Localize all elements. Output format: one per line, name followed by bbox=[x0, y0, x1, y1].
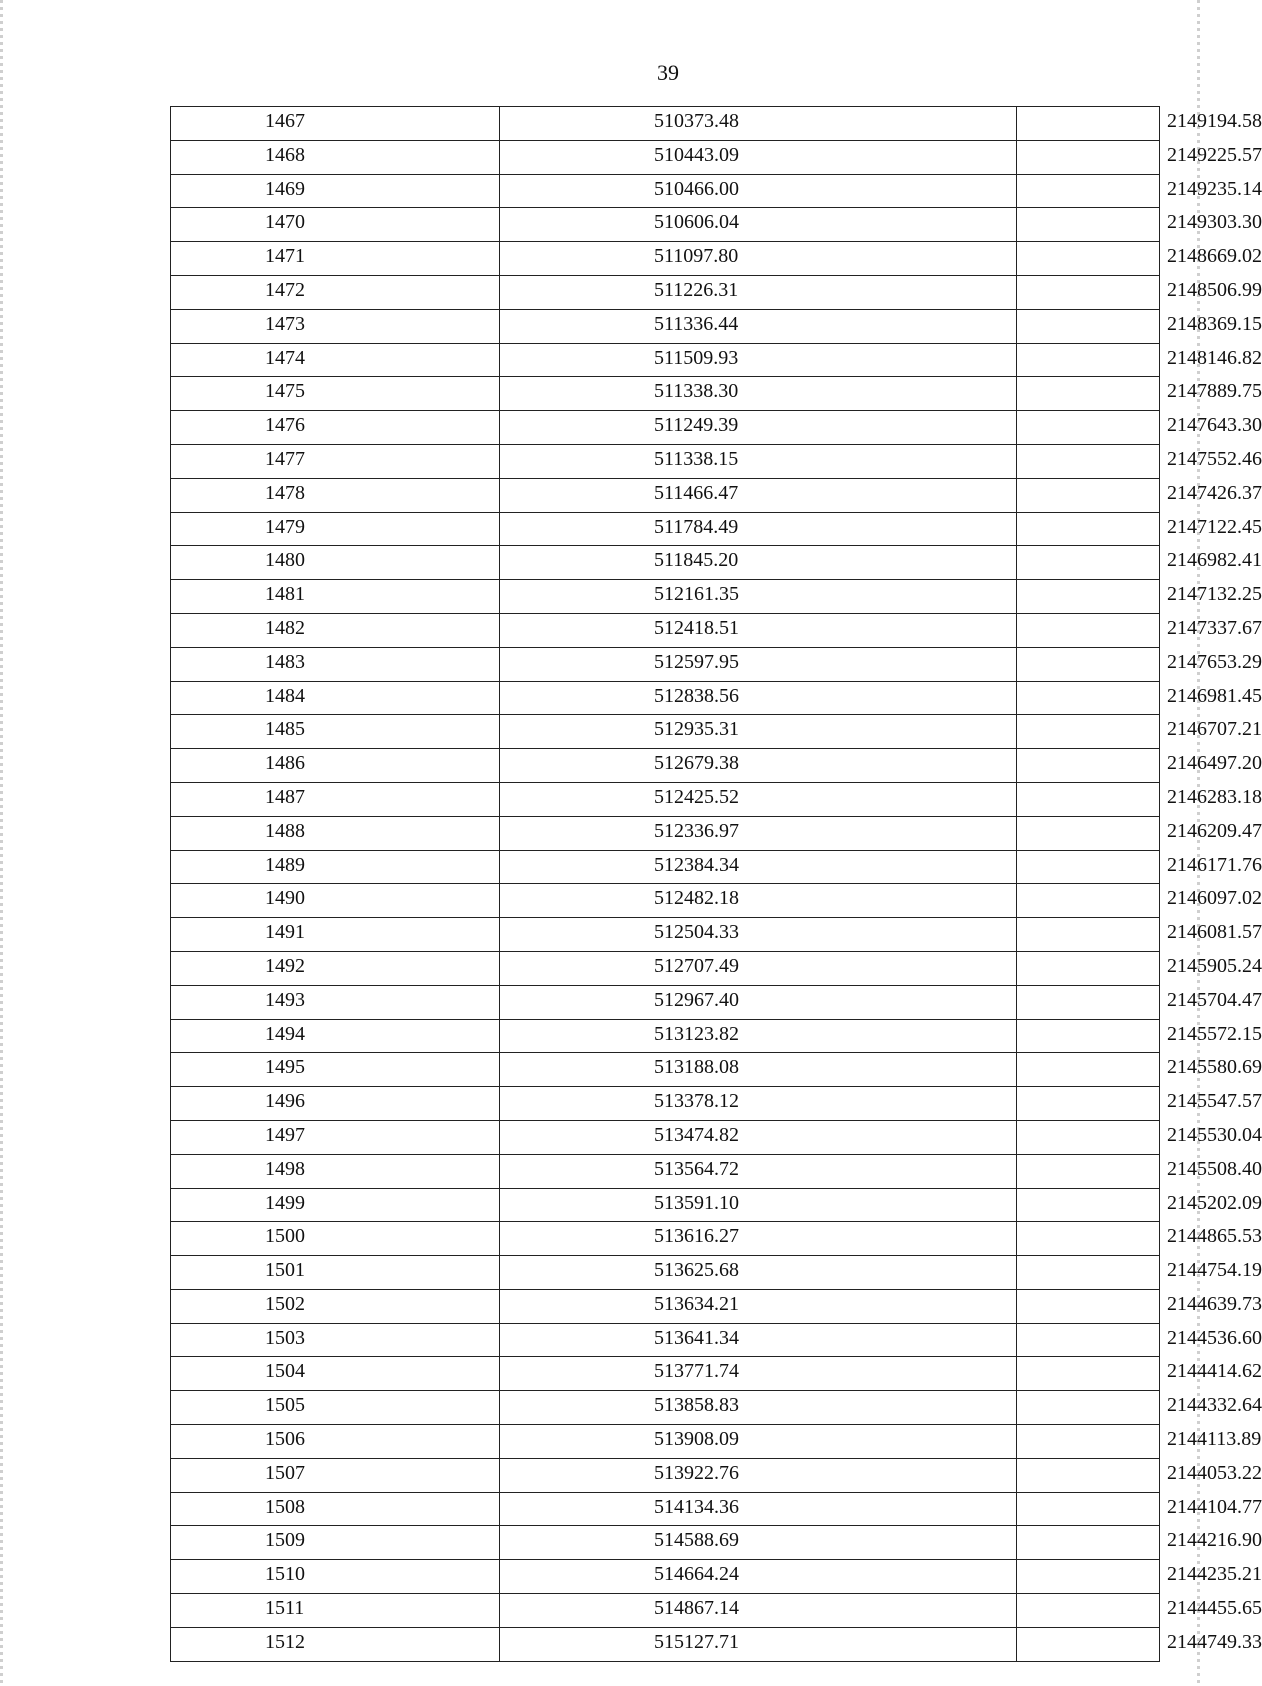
point-id-cell: 1479 bbox=[171, 512, 500, 546]
y-coordinate-cell: 2144639.73 bbox=[1017, 1289, 1160, 1323]
point-id-cell: 1485 bbox=[171, 715, 500, 749]
coordinate-table-container bbox=[170, 106, 1262, 1662]
table-row bbox=[171, 1087, 1160, 1121]
point-id-cell: 1493 bbox=[171, 985, 500, 1019]
y-coordinate-cell: 2149235.14 bbox=[1017, 174, 1160, 208]
point-id-cell: 1486 bbox=[171, 749, 500, 783]
x-coordinate-cell: 512679.38 bbox=[500, 749, 1017, 783]
y-coordinate-cell: 2148506.99 bbox=[1017, 275, 1160, 309]
x-coordinate-cell: 510443.09 bbox=[500, 140, 1017, 174]
table-row bbox=[171, 546, 1160, 580]
point-id-cell: 1502 bbox=[171, 1289, 500, 1323]
y-coordinate-cell: 2146982.41 bbox=[1017, 546, 1160, 580]
table-row bbox=[171, 749, 1160, 783]
table-row bbox=[171, 1391, 1160, 1425]
point-id-cell: 1487 bbox=[171, 782, 500, 816]
table-row bbox=[171, 782, 1160, 816]
table-row bbox=[171, 1019, 1160, 1053]
y-coordinate-cell: 2149194.58 bbox=[1017, 107, 1160, 141]
x-coordinate-cell: 513771.74 bbox=[500, 1357, 1017, 1391]
x-coordinate-cell: 513591.10 bbox=[500, 1188, 1017, 1222]
x-coordinate-cell: 512425.52 bbox=[500, 782, 1017, 816]
x-coordinate-cell: 511226.31 bbox=[500, 275, 1017, 309]
table-row bbox=[171, 208, 1160, 242]
y-coordinate-cell: 2144455.65 bbox=[1017, 1594, 1160, 1628]
x-coordinate-cell: 513634.21 bbox=[500, 1289, 1017, 1323]
y-coordinate-cell: 2146707.21 bbox=[1017, 715, 1160, 749]
table-row bbox=[171, 107, 1160, 141]
x-coordinate-cell: 513922.76 bbox=[500, 1458, 1017, 1492]
y-coordinate-cell: 2146081.57 bbox=[1017, 918, 1160, 952]
point-id-cell: 1481 bbox=[171, 580, 500, 614]
table-row bbox=[171, 1053, 1160, 1087]
point-id-cell: 1478 bbox=[171, 478, 500, 512]
table-row bbox=[171, 715, 1160, 749]
x-coordinate-cell: 513123.82 bbox=[500, 1019, 1017, 1053]
table-row bbox=[171, 1222, 1160, 1256]
x-coordinate-cell: 512504.33 bbox=[500, 918, 1017, 952]
point-id-cell: 1494 bbox=[171, 1019, 500, 1053]
table-row bbox=[171, 242, 1160, 276]
table-row bbox=[171, 411, 1160, 445]
x-coordinate-cell: 512384.34 bbox=[500, 850, 1017, 884]
y-coordinate-cell: 2147643.30 bbox=[1017, 411, 1160, 445]
y-coordinate-cell: 2146097.02 bbox=[1017, 884, 1160, 918]
x-coordinate-cell: 512418.51 bbox=[500, 613, 1017, 647]
point-id-cell: 1471 bbox=[171, 242, 500, 276]
point-id-cell: 1500 bbox=[171, 1222, 500, 1256]
scan-edge-left bbox=[0, 0, 3, 1686]
point-id-cell: 1508 bbox=[171, 1492, 500, 1526]
table-row bbox=[171, 1492, 1160, 1526]
table-row bbox=[171, 1323, 1160, 1357]
x-coordinate-cell: 512707.49 bbox=[500, 951, 1017, 985]
x-coordinate-cell: 513625.68 bbox=[500, 1256, 1017, 1290]
x-coordinate-cell: 512597.95 bbox=[500, 647, 1017, 681]
point-id-cell: 1482 bbox=[171, 613, 500, 647]
x-coordinate-cell: 511336.44 bbox=[500, 309, 1017, 343]
table-row bbox=[171, 377, 1160, 411]
y-coordinate-cell: 2144536.60 bbox=[1017, 1323, 1160, 1357]
point-id-cell: 1467 bbox=[171, 107, 500, 141]
y-coordinate-cell: 2146981.45 bbox=[1017, 681, 1160, 715]
table-row bbox=[171, 309, 1160, 343]
table-row bbox=[171, 985, 1160, 1019]
x-coordinate-cell: 511097.80 bbox=[500, 242, 1017, 276]
x-coordinate-cell: 513858.83 bbox=[500, 1391, 1017, 1425]
point-id-cell: 1476 bbox=[171, 411, 500, 445]
y-coordinate-cell: 2149225.57 bbox=[1017, 140, 1160, 174]
table-row bbox=[171, 816, 1160, 850]
y-coordinate-cell: 2147122.45 bbox=[1017, 512, 1160, 546]
x-coordinate-cell: 512161.35 bbox=[500, 580, 1017, 614]
table-row bbox=[171, 1256, 1160, 1290]
table-row bbox=[171, 1526, 1160, 1560]
page-number: 39 bbox=[657, 60, 679, 85]
x-coordinate-cell: 512838.56 bbox=[500, 681, 1017, 715]
table-row bbox=[171, 681, 1160, 715]
y-coordinate-cell: 2144754.19 bbox=[1017, 1256, 1160, 1290]
y-coordinate-cell: 2145547.57 bbox=[1017, 1087, 1160, 1121]
point-id-cell: 1495 bbox=[171, 1053, 500, 1087]
table-row bbox=[171, 444, 1160, 478]
y-coordinate-cell: 2145580.69 bbox=[1017, 1053, 1160, 1087]
point-id-cell: 1496 bbox=[171, 1087, 500, 1121]
point-id-cell: 1483 bbox=[171, 647, 500, 681]
table-row bbox=[171, 951, 1160, 985]
y-coordinate-cell: 2148369.15 bbox=[1017, 309, 1160, 343]
x-coordinate-cell: 513188.08 bbox=[500, 1053, 1017, 1087]
y-coordinate-cell: 2145905.24 bbox=[1017, 951, 1160, 985]
table-row bbox=[171, 647, 1160, 681]
point-id-cell: 1469 bbox=[171, 174, 500, 208]
table-row bbox=[171, 1594, 1160, 1628]
table-row bbox=[171, 512, 1160, 546]
y-coordinate-cell: 2144216.90 bbox=[1017, 1526, 1160, 1560]
y-coordinate-cell: 2144865.53 bbox=[1017, 1222, 1160, 1256]
x-coordinate-cell: 512482.18 bbox=[500, 884, 1017, 918]
coordinate-table-body bbox=[171, 107, 1262, 1662]
x-coordinate-cell: 511509.93 bbox=[500, 343, 1017, 377]
y-coordinate-cell: 2145508.40 bbox=[1017, 1154, 1160, 1188]
point-id-cell: 1470 bbox=[171, 208, 500, 242]
x-coordinate-cell: 515127.71 bbox=[500, 1627, 1017, 1661]
x-coordinate-cell: 510606.04 bbox=[500, 208, 1017, 242]
point-id-cell: 1475 bbox=[171, 377, 500, 411]
point-id-cell: 1484 bbox=[171, 681, 500, 715]
y-coordinate-cell: 2146171.76 bbox=[1017, 850, 1160, 884]
y-coordinate-cell: 2144749.33 bbox=[1017, 1627, 1160, 1661]
x-coordinate-cell: 512967.40 bbox=[500, 985, 1017, 1019]
y-coordinate-cell: 2148669.02 bbox=[1017, 242, 1160, 276]
point-id-cell: 1510 bbox=[171, 1560, 500, 1594]
y-coordinate-cell: 2145202.09 bbox=[1017, 1188, 1160, 1222]
y-coordinate-cell: 2145530.04 bbox=[1017, 1120, 1160, 1154]
point-id-cell: 1491 bbox=[171, 918, 500, 952]
y-coordinate-cell: 2146497.20 bbox=[1017, 749, 1160, 783]
x-coordinate-cell: 513474.82 bbox=[500, 1120, 1017, 1154]
table-row bbox=[171, 1120, 1160, 1154]
x-coordinate-cell: 511784.49 bbox=[500, 512, 1017, 546]
y-coordinate-cell: 2147426.37 bbox=[1017, 478, 1160, 512]
y-coordinate-cell: 2144053.22 bbox=[1017, 1458, 1160, 1492]
point-id-cell: 1472 bbox=[171, 275, 500, 309]
point-id-cell: 1468 bbox=[171, 140, 500, 174]
y-coordinate-cell: 2146209.47 bbox=[1017, 816, 1160, 850]
x-coordinate-cell: 514134.36 bbox=[500, 1492, 1017, 1526]
point-id-cell: 1507 bbox=[171, 1458, 500, 1492]
y-coordinate-cell: 2144104.77 bbox=[1017, 1492, 1160, 1526]
table-row bbox=[171, 1357, 1160, 1391]
point-id-cell: 1480 bbox=[171, 546, 500, 580]
point-id-cell: 1473 bbox=[171, 309, 500, 343]
table-row bbox=[171, 613, 1160, 647]
x-coordinate-cell: 511466.47 bbox=[500, 478, 1017, 512]
table-row bbox=[171, 1188, 1160, 1222]
y-coordinate-cell: 2147337.67 bbox=[1017, 613, 1160, 647]
table-row bbox=[171, 1425, 1160, 1459]
y-coordinate-cell: 2145704.47 bbox=[1017, 985, 1160, 1019]
x-coordinate-cell: 513564.72 bbox=[500, 1154, 1017, 1188]
x-coordinate-cell: 510373.48 bbox=[500, 107, 1017, 141]
x-coordinate-cell: 513641.34 bbox=[500, 1323, 1017, 1357]
x-coordinate-cell: 513908.09 bbox=[500, 1425, 1017, 1459]
table-row bbox=[171, 1458, 1160, 1492]
table-row bbox=[171, 580, 1160, 614]
x-coordinate-cell: 513616.27 bbox=[500, 1222, 1017, 1256]
x-coordinate-cell: 512336.97 bbox=[500, 816, 1017, 850]
x-coordinate-cell: 511338.15 bbox=[500, 444, 1017, 478]
point-id-cell: 1497 bbox=[171, 1120, 500, 1154]
coordinate-table bbox=[170, 106, 1262, 1662]
x-coordinate-cell: 511249.39 bbox=[500, 411, 1017, 445]
point-id-cell: 1490 bbox=[171, 884, 500, 918]
y-coordinate-cell: 2147889.75 bbox=[1017, 377, 1160, 411]
point-id-cell: 1509 bbox=[171, 1526, 500, 1560]
y-coordinate-cell: 2147653.29 bbox=[1017, 647, 1160, 681]
x-coordinate-cell: 510466.00 bbox=[500, 174, 1017, 208]
point-id-cell: 1511 bbox=[171, 1594, 500, 1628]
point-id-cell: 1499 bbox=[171, 1188, 500, 1222]
point-id-cell: 1501 bbox=[171, 1256, 500, 1290]
table-row bbox=[171, 478, 1160, 512]
y-coordinate-cell: 2145572.15 bbox=[1017, 1019, 1160, 1053]
y-coordinate-cell: 2147552.46 bbox=[1017, 444, 1160, 478]
point-id-cell: 1477 bbox=[171, 444, 500, 478]
y-coordinate-cell: 2144113.89 bbox=[1017, 1425, 1160, 1459]
x-coordinate-cell: 512935.31 bbox=[500, 715, 1017, 749]
x-coordinate-cell: 514664.24 bbox=[500, 1560, 1017, 1594]
point-id-cell: 1498 bbox=[171, 1154, 500, 1188]
x-coordinate-cell: 514867.14 bbox=[500, 1594, 1017, 1628]
table-row bbox=[171, 884, 1160, 918]
point-id-cell: 1505 bbox=[171, 1391, 500, 1425]
table-row bbox=[171, 1627, 1160, 1661]
table-row bbox=[171, 1289, 1160, 1323]
table-row bbox=[171, 918, 1160, 952]
table-row bbox=[171, 174, 1160, 208]
y-coordinate-cell: 2149303.30 bbox=[1017, 208, 1160, 242]
point-id-cell: 1474 bbox=[171, 343, 500, 377]
table-row bbox=[171, 140, 1160, 174]
point-id-cell: 1506 bbox=[171, 1425, 500, 1459]
y-coordinate-cell: 2146283.18 bbox=[1017, 782, 1160, 816]
table-row bbox=[171, 275, 1160, 309]
y-coordinate-cell: 2148146.82 bbox=[1017, 343, 1160, 377]
point-id-cell: 1489 bbox=[171, 850, 500, 884]
point-id-cell: 1492 bbox=[171, 951, 500, 985]
y-coordinate-cell: 2147132.25 bbox=[1017, 580, 1160, 614]
y-coordinate-cell: 2144235.21 bbox=[1017, 1560, 1160, 1594]
table-row bbox=[171, 343, 1160, 377]
x-coordinate-cell: 513378.12 bbox=[500, 1087, 1017, 1121]
point-id-cell: 1504 bbox=[171, 1357, 500, 1391]
table-row bbox=[171, 1154, 1160, 1188]
point-id-cell: 1488 bbox=[171, 816, 500, 850]
x-coordinate-cell: 514588.69 bbox=[500, 1526, 1017, 1560]
point-id-cell: 1512 bbox=[171, 1627, 500, 1661]
y-coordinate-cell: 2144332.64 bbox=[1017, 1391, 1160, 1425]
x-coordinate-cell: 511338.30 bbox=[500, 377, 1017, 411]
y-coordinate-cell: 2144414.62 bbox=[1017, 1357, 1160, 1391]
table-row bbox=[171, 850, 1160, 884]
table-row bbox=[171, 1560, 1160, 1594]
point-id-cell: 1503 bbox=[171, 1323, 500, 1357]
x-coordinate-cell: 511845.20 bbox=[500, 546, 1017, 580]
